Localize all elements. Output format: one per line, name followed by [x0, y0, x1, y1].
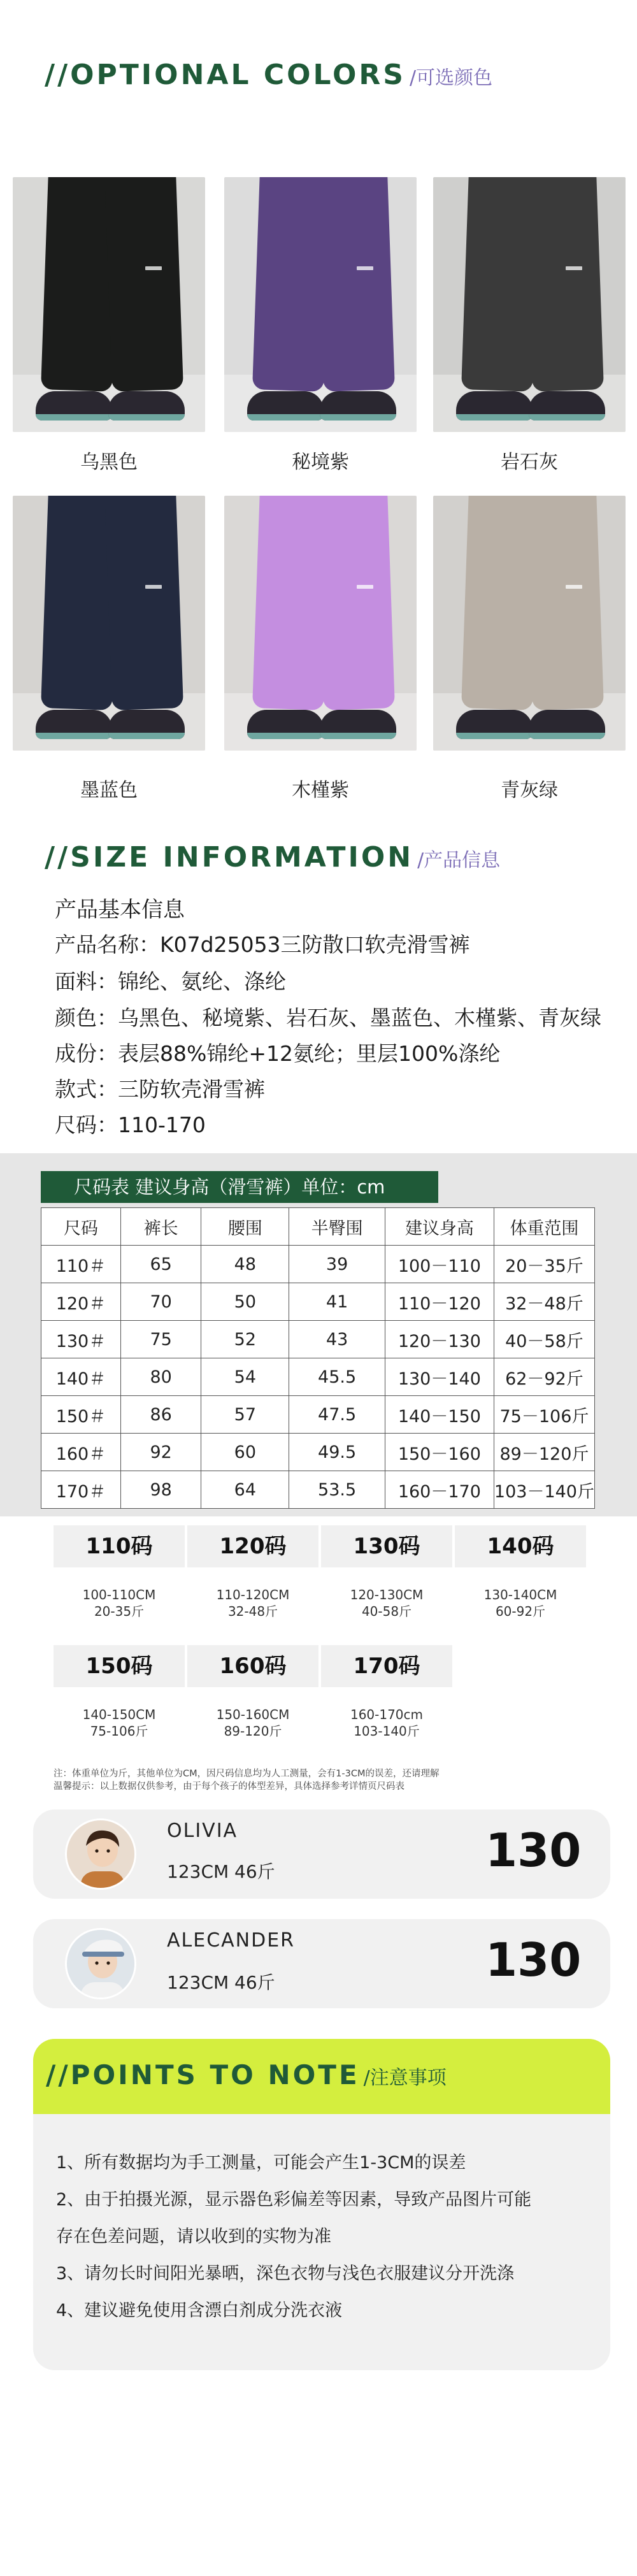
pant-leg-right	[316, 177, 395, 392]
notes-title-cn: /注意事项	[363, 2067, 447, 2089]
note-line-4: 3、请勿长时间阳光暴晒，深色衣物与浅色衣服建议分开洗涤	[56, 2264, 515, 2284]
info-colors: 颜色：乌黑色、秘境紫、岩石灰、墨蓝色、木槿紫、青灰绿	[55, 1005, 601, 1030]
size-section-title	[45, 841, 500, 874]
size-chart-cell: 130＃	[41, 1321, 121, 1358]
info-fabric: 面料：锦纶、氨纶、涤纶	[55, 969, 286, 994]
shoe-icon	[108, 391, 185, 421]
note-line-5: 4、建议避免使用含漂白剂成分洗衣液	[56, 2301, 343, 2321]
info-composition: 成份：表层88%锦纶+12氨纶；里层100%涤纶	[55, 1041, 501, 1066]
model-size-alecander: 130	[485, 1933, 582, 1987]
model-name-olivia: OLIVIA	[167, 1820, 238, 1842]
shoe-sole	[456, 414, 533, 421]
size-chart-header-row	[41, 1208, 595, 1246]
col-length: 裤长	[120, 1208, 201, 1246]
size-title-en: //SIZE INFORMATION	[45, 841, 414, 874]
size-chart-cell: 60	[201, 1434, 289, 1471]
size-chart-cell: 110＃	[41, 1246, 121, 1283]
shoe-sole	[529, 414, 605, 421]
size-chart-cell: 80	[120, 1358, 201, 1396]
size-chart-cell: 140＃	[41, 1358, 121, 1396]
size-chart-cell: 48	[201, 1246, 289, 1283]
pant-leg-right	[104, 177, 183, 392]
swatch-label-purple: 秘境紫	[292, 451, 349, 473]
pant-logo-icon	[357, 585, 373, 589]
size-chart-cell: 103－140斤	[494, 1471, 594, 1509]
size-card-130-weight: 40-58斤	[361, 1604, 412, 1619]
shoe-icon	[320, 391, 396, 421]
swatch-label-hibiscus: 木槿紫	[292, 779, 349, 802]
shoe-sole	[247, 733, 324, 739]
size-card-110[interactable]: 110码	[54, 1525, 185, 1567]
size-chart-cell: 53.5	[289, 1471, 385, 1509]
size-chart-cell: 65	[120, 1246, 201, 1283]
size-chart-row	[41, 1396, 595, 1434]
size-card-150-height: 140-150CM	[82, 1707, 156, 1722]
note-line-2: 2、由于拍摄光源，显示器色彩偏差等因素，导致产品图片可能	[56, 2190, 532, 2210]
shoe-icon	[108, 710, 185, 739]
size-chart-cell: 100－110	[385, 1246, 494, 1283]
pant-leg-right	[316, 496, 395, 710]
pant-logo-icon	[145, 585, 162, 589]
size-card-160[interactable]: 160码	[187, 1645, 318, 1687]
swatch-photo-black[interactable]	[13, 177, 205, 432]
size-card-110-info	[54, 1587, 185, 1620]
size-chart-cell: 45.5	[289, 1358, 385, 1396]
swatch-label-black: 乌黑色	[80, 451, 138, 473]
size-card-130-height: 120-130CM	[350, 1587, 424, 1602]
size-card-150[interactable]: 150码	[54, 1645, 185, 1687]
shoe-sole	[36, 733, 112, 739]
pant-leg-right	[525, 496, 604, 710]
size-card-170[interactable]: 170码	[321, 1645, 452, 1687]
shoe-sole	[247, 414, 324, 421]
swatch-photo-gray[interactable]	[433, 177, 626, 432]
model-meta-alecander: 123CM 46斤	[167, 1972, 275, 1993]
size-chart-cell: 39	[289, 1246, 385, 1283]
size-card-160-weight: 89-120斤	[224, 1723, 282, 1739]
footnote-line-1: 注：体重单位为斤，其他单位为CM，因尺码信息均为人工测量，会有1-3CM的误差，还请理解	[54, 1769, 440, 1779]
size-chart-cell: 47.5	[289, 1396, 385, 1434]
shoe-sole	[36, 414, 112, 421]
size-chart-row	[41, 1471, 595, 1509]
size-chart-row	[41, 1283, 595, 1321]
size-card-120-height: 110-120CM	[216, 1587, 290, 1602]
model-name-alecander: ALECANDER	[167, 1929, 296, 1952]
size-chart-cell: 130－140	[385, 1358, 494, 1396]
info-heading: 产品基本信息	[55, 897, 185, 923]
pant-leg-right	[104, 496, 183, 710]
size-card-120-weight: 32-48斤	[227, 1604, 278, 1619]
shoe-icon	[456, 710, 533, 739]
swatch-photo-purple[interactable]	[224, 177, 417, 432]
shoe-icon	[529, 391, 605, 421]
size-card-150-info	[54, 1706, 185, 1739]
model-avatar-olivia	[65, 1818, 136, 1890]
size-card-170-height: 160-170cm	[350, 1707, 424, 1722]
size-chart-cell: 160－170	[385, 1471, 494, 1509]
size-chart-cell: 160＃	[41, 1434, 121, 1471]
size-chart-row	[41, 1434, 595, 1471]
size-card-150-weight: 75-106斤	[90, 1723, 148, 1739]
notes-section-title	[46, 2059, 447, 2090]
shoe-icon	[247, 391, 324, 421]
size-card-160-height: 150-160CM	[216, 1707, 290, 1722]
size-chart-cell: 92	[120, 1434, 201, 1471]
size-chart-cell: 150＃	[41, 1396, 121, 1434]
swatch-label-navy: 墨蓝色	[80, 779, 138, 802]
size-card-140-weight: 60-92斤	[495, 1604, 546, 1619]
shoe-sole	[320, 414, 396, 421]
pant-logo-icon	[566, 585, 582, 589]
size-chart-cell: 49.5	[289, 1434, 385, 1471]
colors-title-cn: /可选颜色	[409, 67, 493, 89]
size-chart-cell: 40－58斤	[494, 1321, 594, 1358]
info-sizes: 尺码：110-170	[55, 1112, 206, 1137]
shoe-icon	[529, 710, 605, 739]
model-meta-olivia: 123CM 46斤	[167, 1861, 275, 1882]
size-card-110-weight: 20-35斤	[94, 1604, 145, 1619]
size-title-cn: /产品信息	[417, 849, 501, 872]
colors-title-en: //OPTIONAL COLORS	[45, 59, 406, 91]
shoe-sole	[529, 733, 605, 739]
col-waist: 腰围	[201, 1208, 289, 1246]
info-product-name: 产品名称：K07d25053三防散口软壳滑雪裤	[55, 932, 470, 957]
shoe-icon	[247, 710, 324, 739]
size-chart-cell: 70	[120, 1283, 201, 1321]
size-card-140-info	[455, 1587, 586, 1620]
note-line-1: 1、所有数据均为手工测量，可能会产生1-3CM的误差	[56, 2153, 466, 2173]
size-chart-cell: 120－130	[385, 1321, 494, 1358]
size-chart-cell: 120＃	[41, 1283, 121, 1321]
size-card-120-info	[187, 1587, 318, 1620]
col-hip: 半臀围	[289, 1208, 385, 1246]
size-chart-cell: 50	[201, 1283, 289, 1321]
note-line-3: 存在色差问题，请以收到的实物为准	[56, 2227, 331, 2247]
size-chart-cell: 86	[120, 1396, 201, 1434]
colors-section-title	[45, 59, 492, 91]
pant-logo-icon	[145, 266, 162, 270]
size-chart-cell: 54	[201, 1358, 289, 1396]
shoe-sole	[108, 733, 185, 739]
size-chart-cell: 98	[120, 1471, 201, 1509]
swatch-photo-hibiscus[interactable]	[224, 496, 417, 751]
model-size-olivia: 130	[485, 1824, 582, 1877]
shoe-icon	[36, 391, 112, 421]
size-chart-cell: 140－150	[385, 1396, 494, 1434]
swatch-photo-navy[interactable]	[13, 496, 205, 751]
size-chart-cell: 52	[201, 1321, 289, 1358]
pant-logo-icon	[357, 266, 373, 270]
size-chart-cell: 89－120斤	[494, 1434, 594, 1471]
shoe-sole	[108, 414, 185, 421]
size-chart-table	[41, 1207, 595, 1509]
shoe-sole	[456, 733, 533, 739]
size-chart-cell: 32－48斤	[494, 1283, 594, 1321]
info-style: 款式：三防软壳滑雪裤	[55, 1077, 265, 1102]
size-chart-cell: 64	[201, 1471, 289, 1509]
swatch-photo-sage[interactable]	[433, 496, 626, 751]
size-card-130[interactable]: 130码	[321, 1525, 452, 1567]
size-chart-cell: 75－106斤	[494, 1396, 594, 1434]
size-chart-cell: 110－120	[385, 1283, 494, 1321]
size-chart-row	[41, 1321, 595, 1358]
col-height: 建议身高	[385, 1208, 494, 1246]
model-avatar-alecander	[65, 1928, 136, 1999]
size-card-130-info	[321, 1587, 452, 1620]
size-chart-cell: 41	[289, 1283, 385, 1321]
size-chart-cell: 20－35斤	[494, 1246, 594, 1283]
shoe-icon	[456, 391, 533, 421]
shoe-sole	[320, 733, 396, 739]
col-size: 尺码	[41, 1208, 121, 1246]
pant-logo-icon	[566, 266, 582, 270]
size-card-170-info	[321, 1706, 452, 1739]
size-chart-cell: 75	[120, 1321, 201, 1358]
shoe-icon	[36, 710, 112, 739]
size-chart-header: 尺码表 建议身高（滑雪裤）单位：cm	[41, 1171, 438, 1203]
swatch-label-gray: 岩石灰	[501, 451, 558, 473]
size-chart-row	[41, 1358, 595, 1396]
size-chart-cell: 150－160	[385, 1434, 494, 1471]
size-chart-cell: 43	[289, 1321, 385, 1358]
size-card-110-height: 100-110CM	[82, 1587, 156, 1602]
size-chart-cell: 170＃	[41, 1471, 121, 1509]
size-card-140-height: 130-140CM	[483, 1587, 557, 1602]
size-card-160-info	[187, 1706, 318, 1739]
size-card-120[interactable]: 120码	[187, 1525, 318, 1567]
pant-leg-right	[525, 177, 604, 392]
size-chart-cell: 57	[201, 1396, 289, 1434]
swatch-label-sage: 青灰绿	[501, 779, 558, 802]
size-card-170-weight: 103-140斤	[354, 1723, 420, 1739]
shoe-icon	[320, 710, 396, 739]
size-chart-cell: 62－92斤	[494, 1358, 594, 1396]
col-weight: 体重范围	[494, 1208, 594, 1246]
footnote-line-2: 温馨提示：以上数据仅供参考，由于每个孩子的体型差异，具体选择参考详情页尺码表	[54, 1781, 404, 1792]
size-card-140[interactable]: 140码	[455, 1525, 586, 1567]
notes-title-en: //POINTS TO NOTE	[46, 2059, 360, 2090]
size-chart-row	[41, 1246, 595, 1283]
